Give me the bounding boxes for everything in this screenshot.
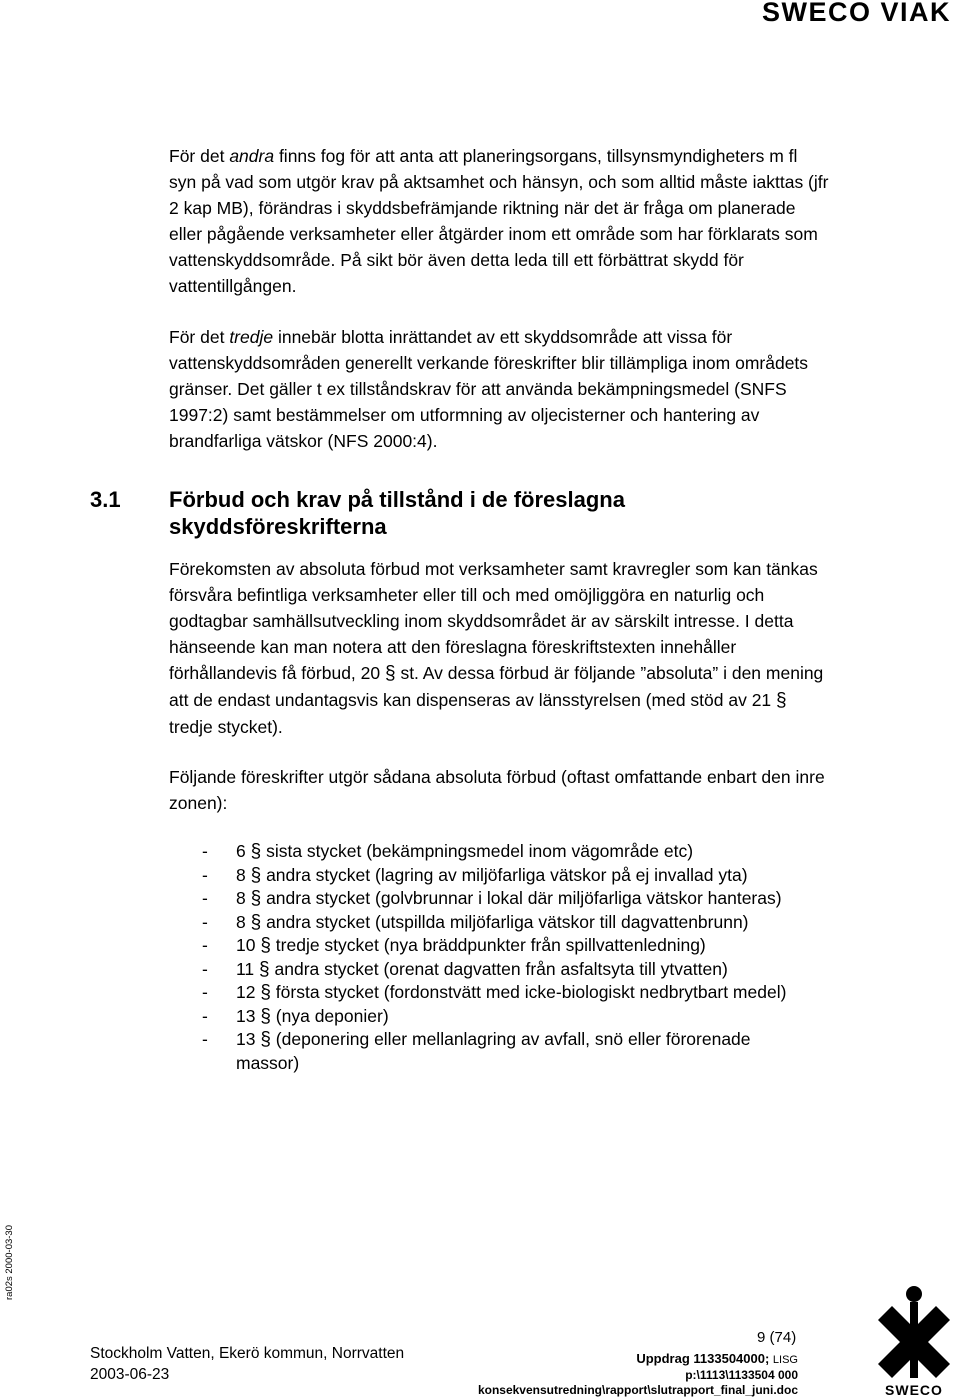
section-sign: § bbox=[260, 982, 271, 1003]
footer-filename: konsekvensutredning\rapport\slutrapport_final_juni.doc bbox=[477, 1383, 798, 1397]
emphasis-tredje: tredje bbox=[229, 327, 274, 347]
list-item-text: 10 § tredje stycket (nya bräddpunkter från spillvattenledning) bbox=[236, 935, 706, 956]
footer-right bbox=[478, 1351, 798, 1398]
list-item bbox=[169, 934, 829, 958]
list-item bbox=[169, 887, 829, 911]
sweco-emblem-icon bbox=[874, 1286, 954, 1382]
section-sign: § bbox=[776, 690, 787, 711]
footer-path: p:\1113\1133504 000 bbox=[685, 1368, 798, 1382]
list-item bbox=[169, 1028, 829, 1075]
list-item bbox=[169, 981, 829, 1005]
paragraph-lead: För det bbox=[169, 327, 230, 347]
section-title: Förbud och krav på tillstånd i de föreslagna skyddsföreskrifterna bbox=[169, 487, 625, 539]
footer-order bbox=[478, 1351, 798, 1368]
order-number: Uppdrag 1133504000; bbox=[636, 1351, 770, 1366]
logo-wordmark: SWECO bbox=[885, 1382, 943, 1398]
sweco-logo bbox=[874, 1286, 954, 1398]
paragraph-text: Förekomsten av absoluta förbud mot verksamheter samt kravregler som kan tänkas försvåra befintliga verksamheter eller till och med omöjliggöra en naturlig och godtagbar samhällsutveckling inom skyddsområdet är av särskilt intresse. I detta hänseende kan man notera att den föreslagna föreskriftstexten innehåller förhållandevis få förbud, 20 bbox=[169, 559, 818, 683]
list-item-text: 13 § (deponering eller mellanlagring av avfall, snö eller förorenade massor) bbox=[236, 1029, 751, 1073]
paragraph-forbud bbox=[169, 556, 829, 740]
list-item-text: 6 § sista stycket (bekämpningsmedel inom vägområde etc) bbox=[236, 841, 694, 862]
section-sign: § bbox=[259, 958, 270, 980]
list-item bbox=[169, 911, 829, 935]
section-sign: § bbox=[384, 663, 396, 684]
prohibition-list bbox=[169, 840, 829, 1075]
template-code: ra02s 2000-03-30 bbox=[4, 1225, 15, 1300]
list-dash: - bbox=[202, 888, 208, 908]
section-heading bbox=[90, 486, 829, 540]
footer-date: 2003-06-23 bbox=[90, 1366, 170, 1383]
section-sign: § bbox=[260, 1029, 271, 1050]
footer-client: Stockholm Vatten, Ekerö kommun, Norrvatten bbox=[90, 1345, 405, 1362]
list-dash: - bbox=[202, 841, 208, 861]
list-dash: - bbox=[202, 958, 208, 979]
list-item bbox=[169, 1005, 829, 1029]
list-item-text: 13 § (nya deponier) bbox=[236, 1005, 389, 1027]
list-item-text: 8 § andra stycket (golvbrunnar i lokal där miljöfarliga vätskor hanteras) bbox=[236, 888, 782, 909]
list-item bbox=[169, 864, 829, 888]
list-item-text: 8 § andra stycket (lagring av miljöfarliga vätskor på ej invallad yta) bbox=[236, 864, 748, 886]
list-item bbox=[169, 840, 829, 864]
section-sign: § bbox=[250, 911, 262, 933]
section-number: 3.1 bbox=[90, 487, 121, 512]
paragraph-andra bbox=[169, 143, 829, 299]
paragraph-tredje bbox=[169, 324, 829, 454]
paragraph-text: tredje stycket). bbox=[169, 717, 283, 737]
section-sign: § bbox=[250, 888, 262, 909]
document-body bbox=[90, 143, 829, 1075]
emphasis-andra: andra bbox=[229, 146, 275, 166]
list-dash: - bbox=[202, 1005, 208, 1026]
list-dash: - bbox=[202, 911, 208, 932]
list-item-text: 11 § andra stycket (orenat dagvatten från asfaltsyta till ytvatten) bbox=[236, 958, 728, 980]
company-brand: SWECO VIAK bbox=[761, 0, 951, 27]
order-initials: LISG bbox=[772, 1354, 798, 1366]
section-sign: § bbox=[250, 841, 262, 862]
paragraph-lead: För det bbox=[169, 146, 230, 166]
paragraph-rest: innebär blotta inrättandet av ett skyddsområde att vissa för vattenskyddsområden generellt verkande föreskrifter blir tillämpliga inom områdets gränser. Det gäller t ex tillståndskrav för att använda bekämpningsmedel (SNFS 1997:2) samt bestämmelser om utformning av oljecisterner och hantering av brandfarliga vätskor (NFS 2000:4). bbox=[169, 327, 809, 451]
page-number: 9 (74) bbox=[757, 1329, 797, 1346]
list-dash: - bbox=[202, 1029, 208, 1049]
section-sign: § bbox=[250, 864, 262, 886]
section-sign: § bbox=[260, 1005, 271, 1027]
list-dash: - bbox=[202, 982, 208, 1002]
paragraph-rest: finns fog för att anta att planeringsorgans, tillsynsmyndigheters m fl syn på vad som utgör krav på aktsamhet och hänsyn, och som alltid måste iakttas (jfr 2 kap MB), förändras i skyddsbefrämjande riktning när det är fråga om planerade eller pågående verksamheter eller åtgärder inom ett område som har förklarats som vattenskyddsområde. På sikt bör även detta leda till ett förbättrat skydd för vattentillgången. bbox=[169, 146, 829, 296]
list-item-text: 8 § andra stycket (utspillda miljöfarliga vätskor till dagvattenbrunn) bbox=[236, 911, 749, 933]
list-item-text: 12 § första stycket (fordonstvätt med icke-biologiskt nedbrytbart medel) bbox=[236, 982, 787, 1003]
list-item bbox=[169, 958, 829, 982]
list-dash: - bbox=[202, 864, 208, 885]
section-sign: § bbox=[260, 935, 271, 956]
footer-left bbox=[90, 1343, 404, 1385]
list-dash: - bbox=[202, 935, 208, 955]
paragraph-foljande: Följande föreskrifter utgör sådana absoluta förbud (oftast omfattande enbart den inre zonen): bbox=[169, 767, 825, 813]
paragraph-text: st. Av dessa förbud är följande ”absoluta” i den mening att de endast undantagsvis kan dispenseras av länsstyrelsen (med stöd av 21 bbox=[169, 663, 824, 710]
